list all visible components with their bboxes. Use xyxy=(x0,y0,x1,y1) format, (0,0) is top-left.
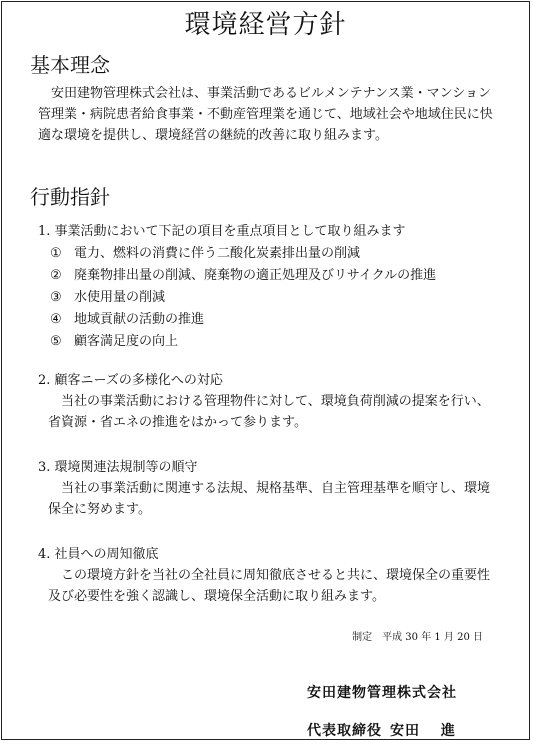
priority-item-5: ⑤ 顧客満足度の向上 xyxy=(50,334,179,349)
representative xyxy=(307,721,507,741)
guideline-item-1 xyxy=(24,221,507,353)
guideline-item-3-body: 当社の事業活動に関連する法規、規格基準、自主管理基準を順守し、環境保全に努めます。 xyxy=(48,481,491,517)
representative-title: 代表取締役 xyxy=(307,723,382,739)
guideline-item-2 xyxy=(24,370,507,433)
priority-item-3: ③ 水使用量の削減 xyxy=(50,290,166,305)
priority-item-2: ② 廃棄物排出量の削減、廃棄物の適正処理及びリサイクルの推進 xyxy=(50,268,437,283)
guideline-item-4-label: 4. 社員への周知徹底 xyxy=(38,547,159,562)
guideline-item-3 xyxy=(24,457,507,520)
basic-philosophy-text: 安田建物管理株式会社は、事業活動であるビルメンテナンス業・マンション管理業・病院患者給食事業・不動産管理業を通じて、地域社会や地域住民に快適な環境を提供し、環境経営の継続的改善に取り組みます。 xyxy=(38,86,493,143)
guideline-item-3-label: 3. 環境関連法規制等の順守 xyxy=(38,460,198,475)
guideline-item-1-label: 1. 事業活動において下記の項目を重点項目として取り組みます xyxy=(38,224,406,239)
signature-block xyxy=(24,683,507,741)
company-name: 安田建物管理株式会社 xyxy=(307,685,457,701)
guideline-item-4-body: この環境方針を当社の全社員に周知徹底させると共に、環境保全の重要性及び必要性を強く認識し、環境保全活動に取り組みます。 xyxy=(48,568,491,604)
policy-document xyxy=(1,1,530,740)
guideline-item-4 xyxy=(24,544,507,607)
priority-list xyxy=(38,243,507,353)
priority-item-1: ① 電力、燃料の消費に伴う二酸化炭素排出量の削減 xyxy=(50,246,361,261)
basic-philosophy-heading: 基本理念 xyxy=(30,53,110,77)
document-title: 環境経営方針 xyxy=(184,10,347,40)
guideline-item-2-label: 2. 顧客ニーズの多様化への対応 xyxy=(38,373,223,388)
priority-item-4: ④ 地域貢献の活動の推進 xyxy=(50,312,205,327)
action-guidelines-heading: 行動指針 xyxy=(30,185,110,209)
guideline-item-2-body: 当社の事業活動における管理物件に対して、環境負荷削減の提案を行い、省資源・省エネの推進をはかって参ります。 xyxy=(48,394,490,430)
established-date: 制定 平成 30 年 1 月 20 日 xyxy=(352,632,483,643)
representative-name: 安田 進 xyxy=(390,723,456,739)
